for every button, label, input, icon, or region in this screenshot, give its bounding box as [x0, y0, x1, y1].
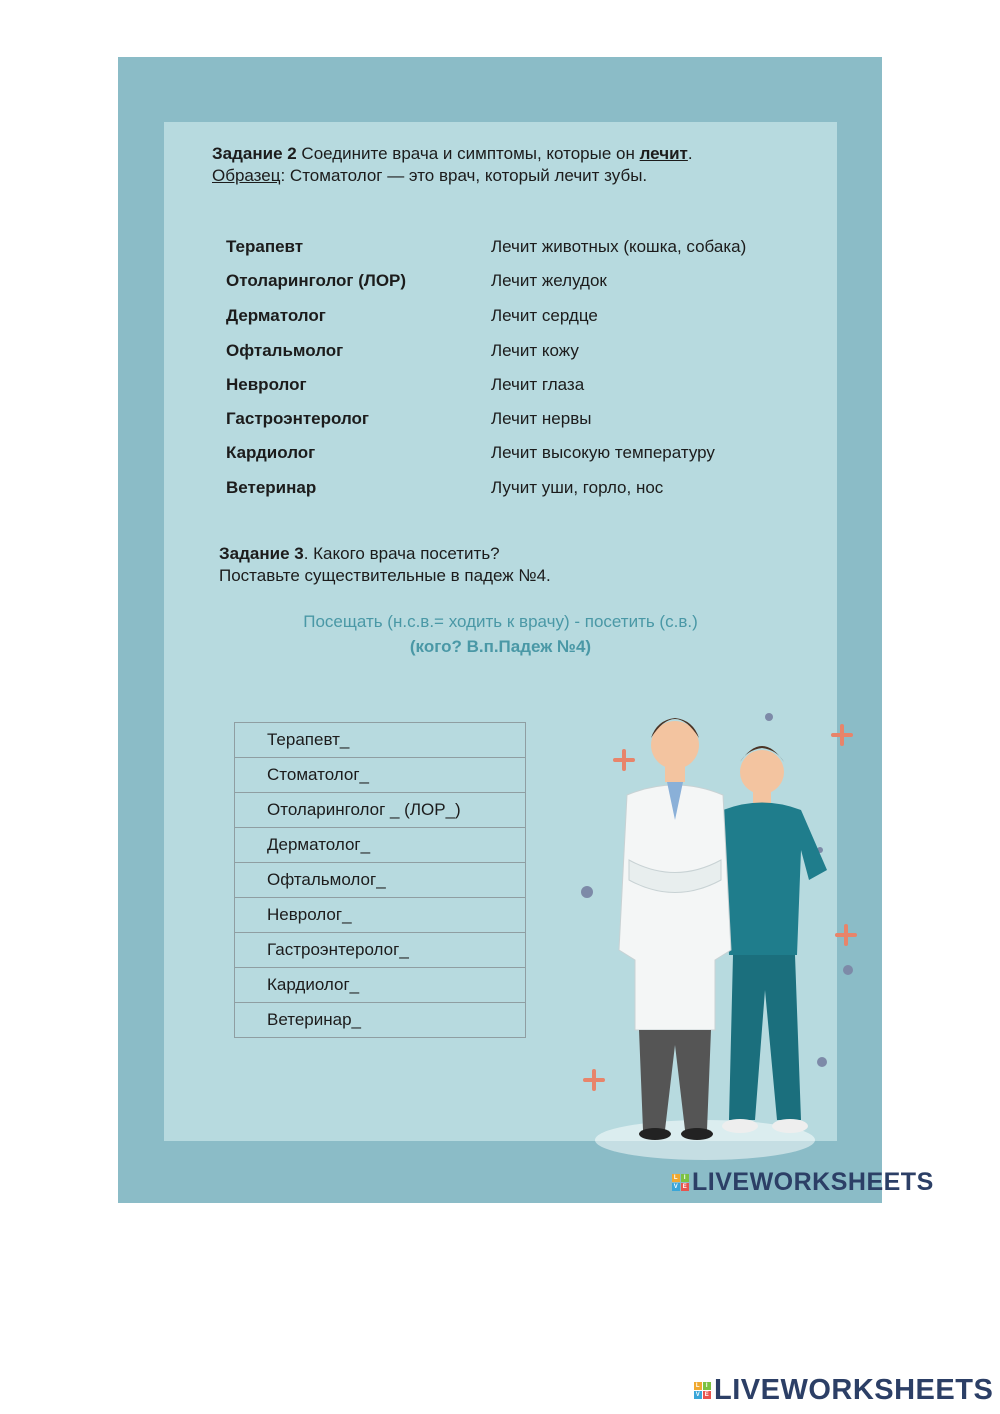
- brand-logo[interactable]: [672, 1168, 934, 1197]
- doctor-item[interactable]: Кардиолог: [226, 443, 316, 462]
- symptom-item[interactable]: Лечит желудок: [491, 271, 607, 290]
- doctor-item[interactable]: Дерматолог: [226, 306, 326, 325]
- task3-hint: Посещать (н.с.в.= ходить к врачу) - посетить (с.в.): [303, 612, 698, 631]
- task2-header: [212, 143, 693, 187]
- symptom-item[interactable]: Лечит животных (кошка, собака): [491, 237, 747, 256]
- symptom-item[interactable]: Лечит высокую температуру: [491, 443, 715, 462]
- brand-name: LIVEWORKSHEETS: [714, 1374, 994, 1406]
- doctor-item[interactable]: Гастроэнтеролог: [226, 409, 370, 428]
- noun-cell[interactable]: Отоларинголог _ (ЛОР_): [235, 793, 526, 828]
- doctor-item[interactable]: Невролог: [226, 375, 307, 394]
- doctor-figure: [619, 718, 731, 1140]
- liveworksheets-logo-icon: L I V E: [673, 1175, 688, 1190]
- liveworksheets-logo-icon: L I V E: [695, 1383, 710, 1398]
- task2-title: Задание 2 Соедините врача и симптомы, которые он лечит.: [212, 144, 693, 163]
- doctors-illustration: [565, 700, 865, 1180]
- noun-cell[interactable]: Терапевт_: [235, 723, 526, 758]
- brand-logo-footer[interactable]: [694, 1374, 993, 1407]
- noun-cell[interactable]: Ветеринар_: [235, 1003, 526, 1038]
- task3-instruction: Поставьте существительные в падеж №4.: [219, 566, 551, 585]
- noun-cell[interactable]: Стоматолог_: [235, 758, 526, 793]
- noun-cell[interactable]: Невролог_: [235, 898, 526, 933]
- task2-sample: Образец: Стоматолог — это врач, который лечит зубы.: [212, 166, 648, 185]
- doctor-item[interactable]: Отоларинголог (ЛОР): [226, 271, 407, 290]
- doctor-item[interactable]: Офтальмолог: [226, 341, 344, 360]
- symptom-item[interactable]: Лечит нервы: [491, 409, 592, 428]
- doctor-item[interactable]: Ветеринар: [226, 478, 317, 497]
- noun-cell[interactable]: Дерматолог_: [235, 828, 526, 863]
- symptom-item[interactable]: Лечит кожу: [491, 341, 579, 360]
- task3-header: [219, 543, 551, 587]
- doctor-item[interactable]: Терапевт: [226, 237, 304, 256]
- noun-table: [234, 722, 526, 1038]
- brand-name: LIVEWORKSHEETS: [692, 1168, 934, 1196]
- noun-cell[interactable]: Кардиолог_: [235, 968, 526, 1003]
- task3-title: Задание 3. Какого врача посетить?: [219, 544, 500, 563]
- symptom-item[interactable]: Лечит сердце: [491, 306, 598, 325]
- symptom-item[interactable]: Лучит уши, горло, нос: [491, 478, 664, 497]
- task3-case-hint: (кого? В.п.Падеж №4): [409, 637, 592, 656]
- noun-cell[interactable]: Гастроэнтеролог_: [235, 933, 526, 968]
- noun-cell[interactable]: Офтальмолог_: [235, 863, 526, 898]
- symptom-item[interactable]: Лечит глаза: [491, 375, 585, 394]
